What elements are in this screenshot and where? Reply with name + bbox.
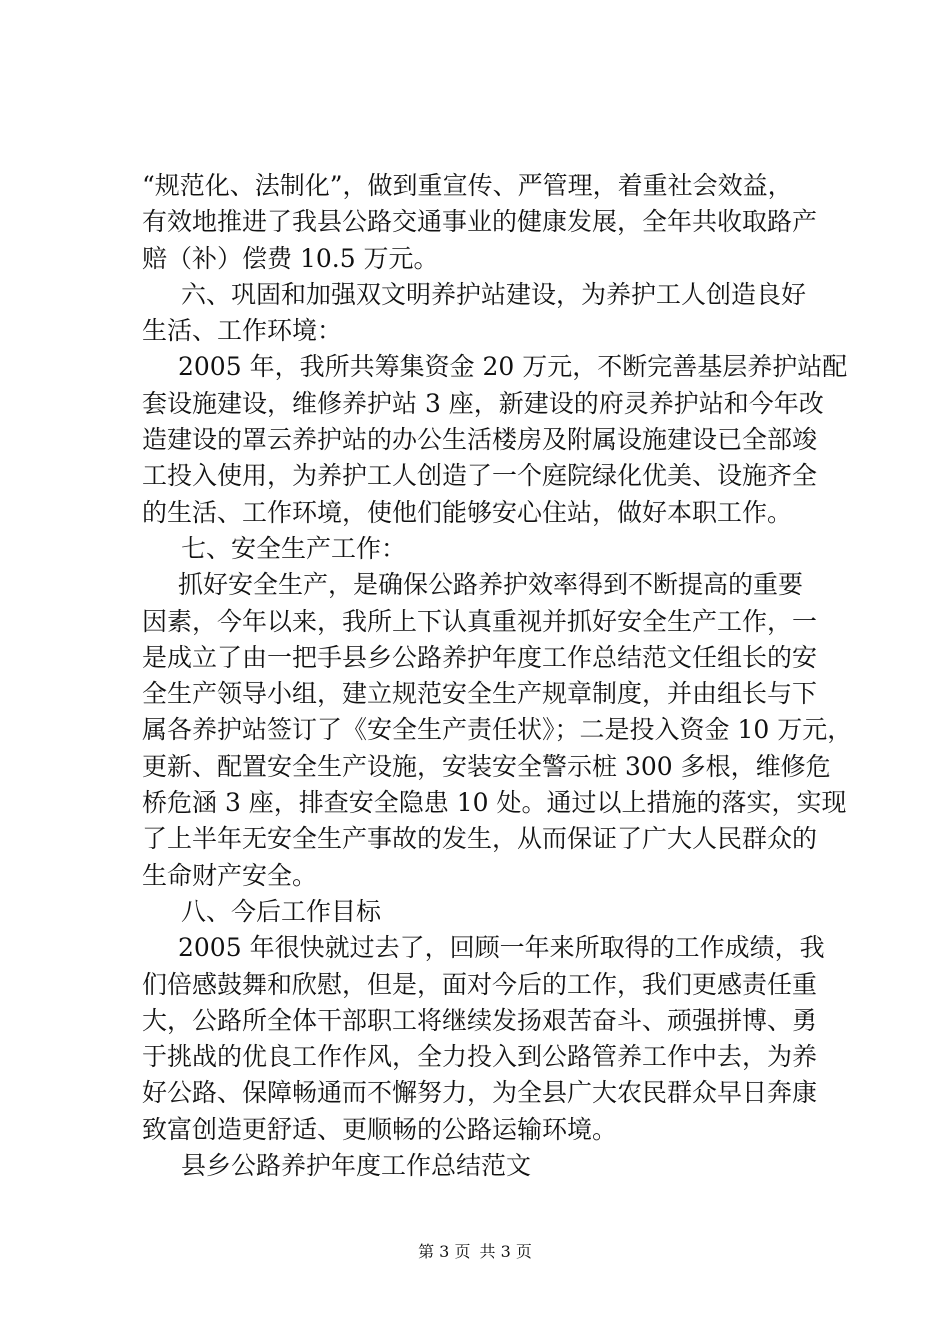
- body-line: 更新、配置安全生产设施，安装安全警示桩 300 多根，维修危: [142, 751, 831, 781]
- body-line: 们倍感鼓舞和欣慰，但是，面对今后的工作，我们更感责任重: [142, 969, 818, 999]
- body-line: 属各养护站签订了《安全生产责任状》；二是投入资金 10 万元，: [142, 715, 853, 745]
- page-footer: [0, 1242, 950, 1262]
- body-line: 套设施建设，维修养护站 3 座，新建设的府灵养护站和今年改: [142, 388, 824, 418]
- body-line: 大，公路所全体干部职工将继续发扬艰苦奋斗、顽强拼博、勇: [142, 1005, 818, 1035]
- body-line: 全生产领导小组，建立规范安全生产规章制度，并由组长与下: [142, 679, 818, 709]
- body-line: 的生活、工作环境，使他们能够安心住站，做好本职工作。: [142, 497, 793, 527]
- body-line: “规范化、法制化”，做到重宣传、严管理，着重社会效益，: [142, 171, 793, 200]
- body-line: 是成立了由一把手县乡公路养护年度工作总结范文任组长的安: [142, 642, 818, 672]
- body-line: 好公路、保障畅通而不懈努力，为全县广大农民群众早日奔康: [142, 1078, 818, 1108]
- body-line: 致富创造更舒适、更顺畅的公路运输环境。: [142, 1114, 618, 1144]
- body-line: 了上半年无安全生产事故的发生，从而保证了广大人民群众的: [142, 824, 818, 854]
- body-line: 生活、工作环境：: [142, 316, 343, 346]
- section-heading: 六、巩固和加强双文明养护站建设，为养护工人创造良好: [181, 279, 807, 309]
- page-total: 共 3 页: [479, 1242, 532, 1261]
- body-line: 2005 年很快就过去了，回顾一年来所取得的工作成绩，我: [178, 933, 825, 963]
- body-line: 桥危涵 3 座，排查安全隐患 10 处。通过以上措施的落实，实现: [142, 788, 847, 818]
- section-heading: 八、今后工作目标: [181, 896, 382, 926]
- body-line: 2005 年，我所共筹集资金 20 万元，不断完善基层养护站配: [178, 352, 848, 382]
- body-line: 造建设的罩云养护站的办公生活楼房及附属设施建设已全部竣: [142, 425, 818, 455]
- body-line: 于挑战的优良工作作风，全力投入到公路管养工作中去，为养: [142, 1042, 818, 1072]
- page-number: 第 3 页: [418, 1242, 471, 1261]
- document-body: [142, 168, 853, 1184]
- body-line: 有效地推进了我县公路交通事业的健康发展，全年共收取路产: [142, 207, 818, 237]
- body-line: 工投入使用，为养护工人创造了一个庭院绿化优美、设施齐全: [142, 461, 818, 491]
- body-line: 因素，今年以来，我所上下认真重视并抓好安全生产工作，一: [142, 606, 818, 636]
- section-heading: 七、安全生产工作：: [181, 533, 407, 563]
- body-line: 生命财产安全。: [142, 860, 318, 890]
- body-line: 赔（补）偿费 10.5 万元。: [142, 243, 439, 273]
- body-line: 抓好安全生产，是确保公路养护效率得到不断提高的重要: [178, 570, 804, 600]
- closing-title: 县乡公路养护年度工作总结范文: [181, 1151, 532, 1181]
